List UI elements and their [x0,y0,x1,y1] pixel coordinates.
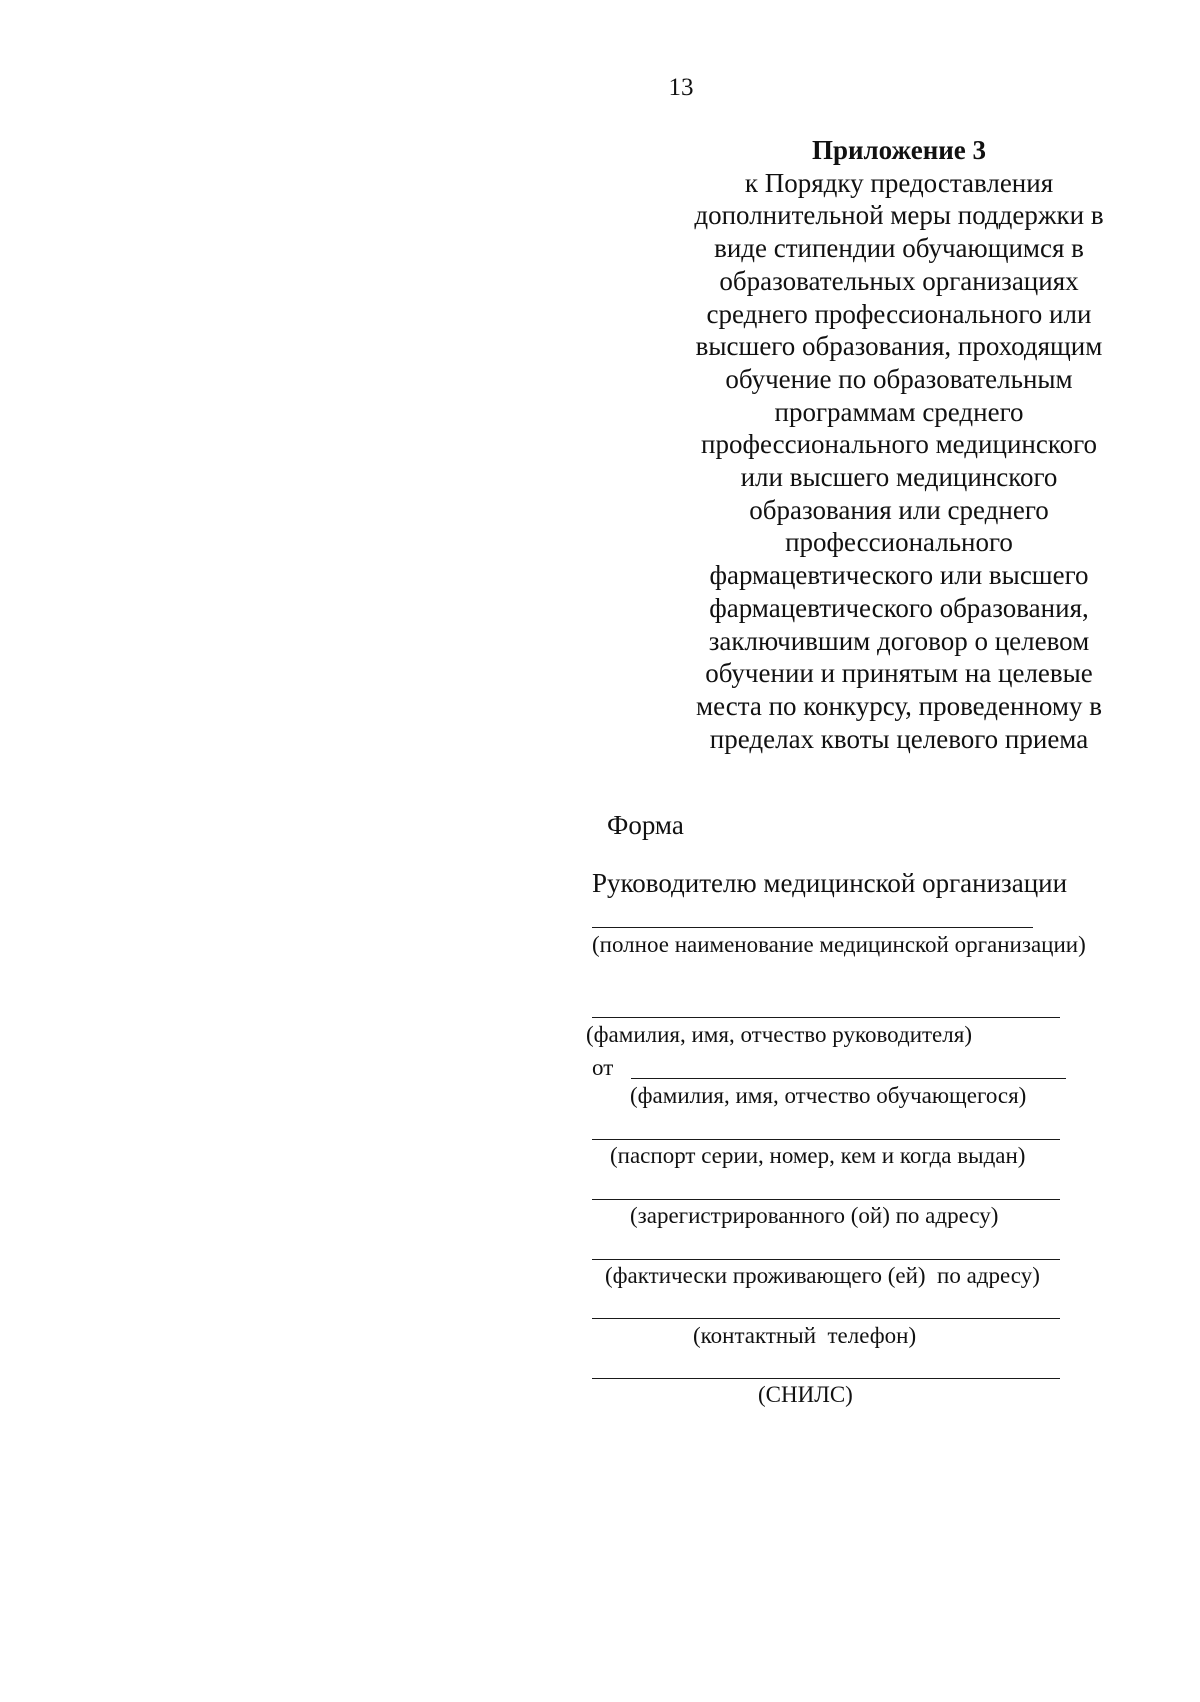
snils-caption: (СНИЛС) [758,1382,853,1407]
org-name-caption: (полное наименование медицинской организации) [592,932,1086,957]
head-name-blank [592,1017,1060,1018]
snils-blank [592,1378,1060,1379]
student-name-blank [631,1078,1066,1079]
appendix-header [662,134,1136,755]
phone-caption: (контактный телефон) [693,1323,917,1348]
phone-blank [592,1318,1060,1319]
student-name-caption: (фамилия, имя, отчество обучающегося) [630,1083,1027,1108]
registered-address-blank [592,1199,1060,1200]
org-name-blank [592,927,1033,928]
actual-address-blank [592,1259,1060,1260]
from-label: от [592,1055,614,1080]
addressee-line: Руководителю медицинской организации [592,868,1068,898]
appendix-description: к Порядку предоставления дополнительной меры поддержки в виде стипендии обучающимся в образовательных организациях среднего профессионального или высшего образования, проходящим обучение по образовательным программам среднего профессионального медицинского или высшего медицинского образования или среднего профессионального фармацевтического или высшего фармацевтического образования, заключившим договор о целевом обучении и принятым на целевые места по конкурсу, проведенному в пределах квоты целевого приема [694,167,1104,754]
page-number: 13 [668,74,694,101]
appendix-title: Приложение 3 [811,135,987,165]
passport-blank [592,1139,1060,1140]
head-name-caption: (фамилия, имя, отчество руководителя) [586,1022,972,1047]
registered-address-caption: (зарегистрированного (ой) по адресу) [630,1203,999,1228]
form-label: Форма [607,810,684,840]
actual-address-caption: (фактически проживающего (ей) по адресу) [605,1263,1040,1288]
passport-caption: (паспорт серии, номер, кем и когда выдан) [610,1143,1026,1168]
